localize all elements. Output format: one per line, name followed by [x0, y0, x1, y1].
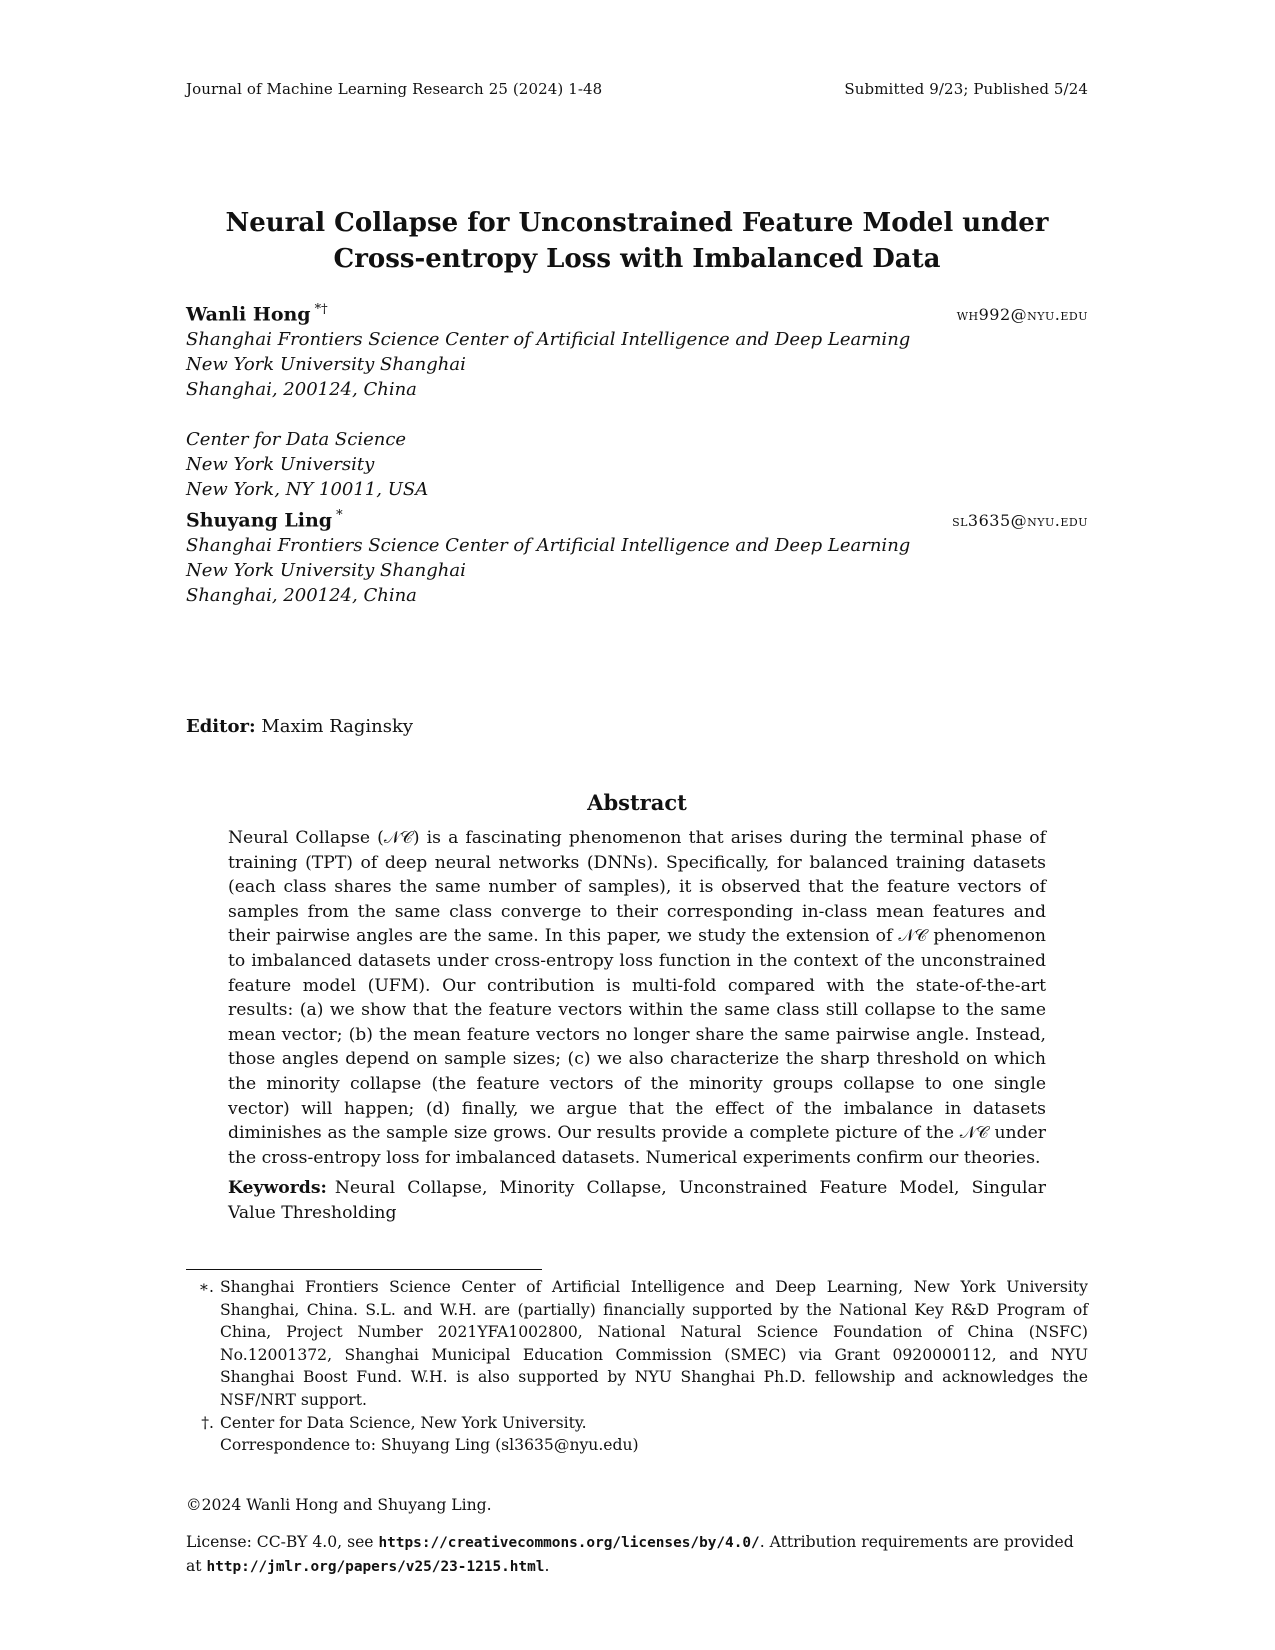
author-name-text: Shuyang Ling: [186, 509, 333, 532]
paper-title: [186, 205, 1088, 277]
editor-line: [186, 716, 413, 737]
keywords: [228, 1176, 1046, 1225]
author-email[interactable]: wh992@nyu.edu: [956, 305, 1088, 325]
affiliation-line: Center for Data Science: [186, 429, 407, 451]
affiliation: [186, 327, 1088, 402]
affiliation: [186, 427, 1088, 502]
footnote-mark: ∗.: [198, 1278, 214, 1296]
footnotes: [186, 1276, 1088, 1457]
title-line-1: Neural Collapse for Unconstrained Feature Model under: [225, 208, 1049, 238]
author-email[interactable]: sl3635@nyu.edu: [952, 511, 1088, 531]
journal-info: Journal of Machine Learning Research 25 (2024) 1-48: [186, 80, 603, 98]
affiliation-line: Shanghai, 200124, China: [186, 585, 417, 607]
affiliation: [186, 533, 1088, 608]
affiliation-line: Shanghai, 200124, China: [186, 379, 417, 401]
footnote-correspondence: Correspondence to: Shuyang Ling (sl3635@nyu.edu): [220, 1436, 639, 1455]
paper-link[interactable]: http://jmlr.org/papers/v25/23-1215.html: [206, 1558, 545, 1575]
affiliation-line: New York University: [186, 454, 375, 476]
author-block-1: [186, 302, 1088, 502]
author-name: [186, 302, 328, 325]
running-header: [186, 80, 1088, 98]
author-name: [186, 508, 343, 531]
footnote-text: [220, 1412, 1088, 1457]
license-prefix: License: CC-BY 4.0, see: [186, 1533, 379, 1551]
affiliation-line: Shanghai Frontiers Science Center of Artificial Intelligence and Deep Learning: [186, 329, 911, 351]
abstract-heading: Abstract: [587, 790, 687, 815]
license-link[interactable]: https://creativecommons.org/licenses/by/4.0/: [378, 1535, 760, 1551]
license-middle: . Attribution requirements are provided at: [186, 1533, 1074, 1575]
title-line-2: Cross-entropy Loss with Imbalanced Data: [333, 244, 941, 274]
keywords-list: Neural Collapse, Minority Collapse, Unconstrained Feature Model, Singular Value Thresholding: [228, 1178, 1046, 1223]
affiliation-line: New York University Shanghai: [186, 560, 466, 582]
footnote-mark: †.: [201, 1413, 214, 1432]
author-block-2: [186, 508, 1088, 608]
footnote-text: Shanghai Frontiers Science Center of Artificial Intelligence and Deep Learning, New York University Shanghai, China. S.L. and W.H. are (partially) financially supported by the National Key R&D Program of China, Project Number 2021YFA1002800, National Natural Science Foundation of China (NSFC) No.12001372, Shanghai Municipal Education Commission (SMEC) via Grant 0920000112, and NYU Shanghai Boost Fund. W.H. is also supported by NYU Shanghai Ph.D. fellowship and acknowledges the NSF/NRT support.: [220, 1278, 1088, 1409]
footnote-divider: [186, 1269, 542, 1270]
license: [186, 1531, 1088, 1578]
affiliation-line: Shanghai Frontiers Science Center of Artificial Intelligence and Deep Learning: [186, 535, 911, 557]
author-footnote-mark: *†: [314, 302, 328, 317]
affiliation-line: New York, NY 10011, USA: [186, 479, 429, 501]
editor-name: Maxim Raginsky: [261, 716, 414, 737]
license-suffix: .: [544, 1556, 550, 1575]
abstract-text: Neural Collapse (𝒩𝒞) is a fascinating phenomenon that arises during the terminal phase of training (TPT) of deep neural networks (DNNs). Specifically, for balanced training datasets (each class shares the same number of samples), it is observed that the feature vectors of samples from the same class converge to their corresponding in-class mean features and their pairwise angles are the same. In this paper, we study the extension of 𝒩𝒞 phenomenon to imbalanced datasets under cross-entropy loss function in the context of the unconstrained feature model (UFM). Our contribution is multi-fold compared with the state-of-the-art results: (a) we show that the feature vectors within the same class still collapse to the same mean vector; (b) the mean feature vectors no longer share the same pairwise angle. Instead, those angles depend on sample sizes; (c) we also characterize the sharp threshold on which the minority collapse (the feature vectors of the minority groups collapse to one single vector) will happen; (d) finally, we argue that the effect of the imbalance in datasets diminishes as the sample size grows. Our results provide a complete picture of the 𝒩𝒞 under the cross-entropy loss for imbalanced datasets. Numerical experiments confirm our theories.: [228, 828, 1046, 1168]
submission-dates: Submitted 9/23; Published 5/24: [844, 80, 1088, 98]
keywords-label: Keywords:: [228, 1178, 327, 1199]
footnote: [186, 1412, 1088, 1457]
footnote-text-line: Center for Data Science, New York University.: [220, 1413, 587, 1432]
abstract-body: [228, 826, 1046, 1226]
copyright: ©2024 Wanli Hong and Shuyang Ling.: [186, 1496, 492, 1514]
affiliation-line: New York University Shanghai: [186, 354, 466, 376]
author-footnote-mark: *: [336, 508, 343, 523]
footnote: [186, 1276, 1088, 1412]
editor-label: Editor:: [186, 716, 256, 737]
author-name-text: Wanli Hong: [186, 303, 311, 326]
